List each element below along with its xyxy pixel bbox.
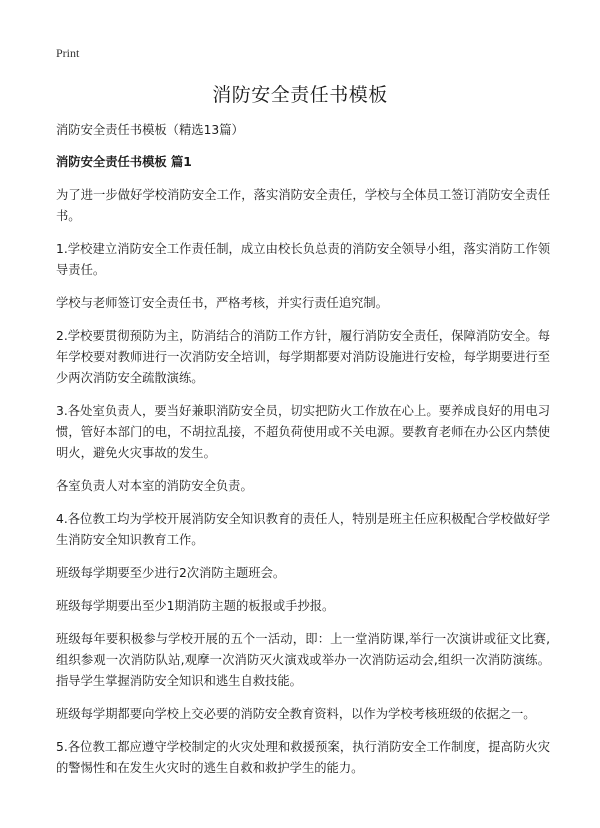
paragraph: 班级每学期都要向学校上交必要的消防安全教育资料，以作为学校考核班级的依据之一。 — [56, 707, 536, 721]
paragraph: 各室负责人对本室的消防安全负责。 — [56, 479, 253, 493]
page-title: 消防安全责任书模板 — [212, 84, 388, 106]
print-link[interactable]: Print — [56, 46, 80, 60]
paragraph: 为了进一步做好学校消防安全工作，落实消防安全责任，学校与全体员工签订消防安全责任书。 — [56, 188, 550, 223]
document-body — [56, 120, 550, 791]
paragraph: 3.各处室负责人，要当好兼职消防安全员，切实把防火工作放在心上。要养成良好的用电习惯，管好本部门的电，不胡拉乱接，不超负荷使用或不关电源。要教育老师在办公区内禁使明火，避免火灾事故的发生。 — [56, 404, 550, 460]
paragraph: 学校与老师签订安全责任书，严格考核，并实行责任追究制。 — [56, 296, 389, 310]
paragraph: 班级每学期要至少进行2次消防主题班会。 — [56, 566, 286, 580]
document-subtitle: 消防安全责任书模板（精选13篇） — [56, 123, 244, 137]
paragraph: 班级每年要积极参与学校开展的五个一活动，即：上一堂消防课,举行一次演讲或征文比赛,组织参观一次消防队站,观摩一次消防灭火演戏或举办一次消防运动会,组织一次消防演练。指导学生掌握消防安全知识和逃生自救技能。 — [56, 632, 550, 688]
paragraph: 5.各位教工都应遵守学校制定的火灾处理和救援预案，执行消防安全工作制度，提高防火灾的警惕性和在发生火灾时的逃生自救和救护学生的能力。 — [56, 740, 550, 775]
section-heading: 消防安全责任书模板 篇1 — [56, 155, 192, 169]
paragraph: 班级每学期要出至少1期消防主题的板报或手抄报。 — [56, 599, 335, 613]
paragraph: 4.各位教工均为学校开展消防安全知识教育的责任人，特别是班主任应积极配合学校做好学生消防安全知识教育工作。 — [56, 512, 550, 547]
paragraph: 1.学校建立消防安全工作责任制，成立由校长负总责的消防安全领导小组，落实消防工作领导责任。 — [56, 242, 550, 277]
paragraph: 2.学校要贯彻预防为主，防消结合的消防工作方针，履行消防安全责任，保障消防安全。每年学校要对教师进行一次消防安全培训，每学期都要对消防设施进行安检，每学期要进行至少两次消防安全疏散演练。 — [56, 329, 550, 385]
